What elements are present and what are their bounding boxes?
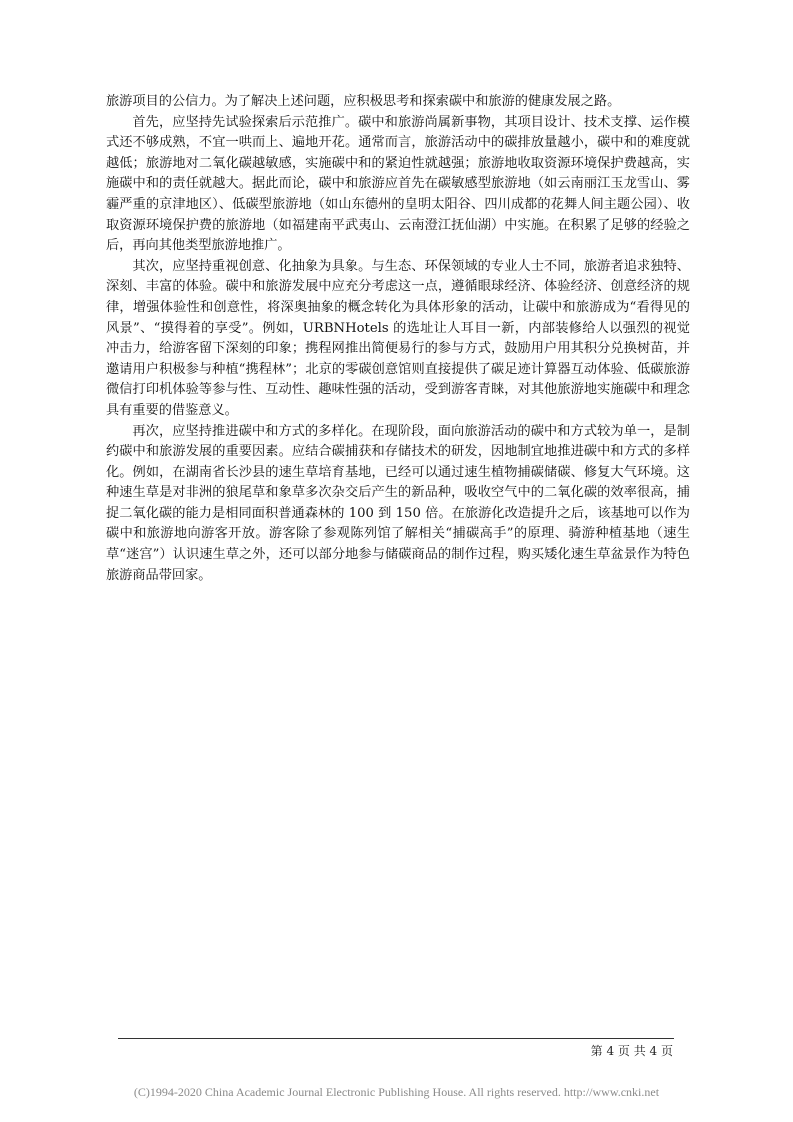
copyright-notice: (C)1994-2020 China Academic Journal Electronic Publishing House. All rights reserved. http://www.cnki.net <box>133 1085 660 1099</box>
paragraph-first-point: 首先，应坚持先试验探索后示范推广。碳中和旅游尚属新事物，其项目设计、技术支撑、运作模式还不够成熟，不宜一哄而上、遍地开花。通常而言，旅游活动中的碳排放量越小，碳中和的难度就越低；旅游地对二氧化碳越敏感，实施碳中和的紧迫性就越强；旅游地收取资源环境保护费越高，实施碳中和的责任就越大。据此而论，碳中和旅游应首先在碳敏感型旅游地（如云南丽江玉龙雪山、雾霾严重的京津地区）、低碳型旅游地（如山东德州的皇明太阳谷、四川成都的花舞人间主题公园）、收取资源环境保护费的旅游地（如福建南平武夷山、云南澄江抚仙湖）中实施。在积累了足够的经验之后，再向其他类型旅游地推广。 <box>106 114 690 254</box>
paragraph-continuation: 旅游项目的公信力。为了解决上述问题，应积极思考和探索碳中和旅游的健康发展之路。 <box>106 94 621 109</box>
article-body <box>106 92 690 586</box>
page-number: 第 4 页 共 4 页 <box>590 1044 673 1058</box>
footer-divider <box>118 1038 674 1039</box>
paragraph-third-point: 再次，应坚持推进碳中和方式的多样化。在现阶段，面向旅游活动的碳中和方式较为单一，是制约碳中和旅游发展的重要因素。应结合碳捕获和存储技术的研发，因地制宜地推进碳中和方式的多样化。例如，在湖南省长沙县的速生草培育基地，已经可以通过速生植物捕碳储碳、修复大气环境。这种速生草是对非洲的狼尾草和象草多次杂交后产生的新品种，吸收空气中的二氧化碳的效率很高，捕捉二氧化碳的能力是相同面积普通森林的 100 到 150 倍。在旅游化改造提升之后，该基地可以作为碳中和旅游地向游客开放。游客除了参观陈列馆了解相关“捕碳高手”的原理、骑游种植基地（速生草“迷宫”）认识速生草之外，还可以部分地参与储碳商品的制作过程，购买矮化速生草盆景作为特色旅游商品带回家。 <box>106 423 690 583</box>
paragraph-second-point: 其次，应坚持重视创意、化抽象为具象。与生态、环保领域的专业人士不同，旅游者追求独特、深刻、丰富的体验。碳中和旅游发展中应充分考虑这一点，遵循眼球经济、体验经济、创意经济的规律，增强体验性和创意性，将深奥抽象的概念转化为具体形象的活动，让碳中和旅游成为“看得见的风景”、“摸得着的享受”。例如，URBNHotels 的选址让人耳目一新，内部装修给人以强烈的视觉冲击力，给游客留下深刻的印象；携程网推出简便易行的参与方式，鼓励用户用其积分兑换树苗，并邀请用户积极参与种植“携程林”；北京的零碳创意馆则直接提供了碳足迹计算器互动体验、低碳旅游微信打印机体验等参与性、互动性、趣味性强的活动，受到游客青睐，对其他旅游地实施碳中和理念具有重要的借鉴意义。 <box>106 258 690 418</box>
